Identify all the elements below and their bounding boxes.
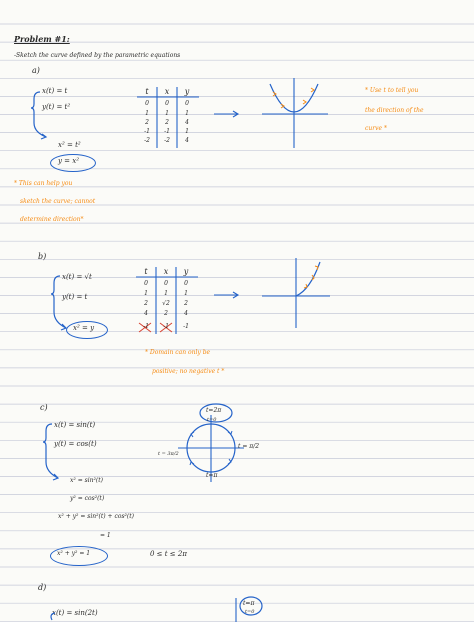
part-a-cell: 0: [185, 100, 189, 107]
part-a-cell: 2: [165, 119, 169, 126]
part-a-result: y = x²: [58, 157, 80, 165]
part-c-result: x² + y² = 1: [57, 550, 91, 557]
part-a-cell: 1: [165, 110, 169, 117]
part-b-label: b): [38, 252, 47, 261]
part-d-eq-x: x(t) = sin(2t): [52, 609, 98, 617]
part-c-label-top: t=2π: [206, 407, 222, 414]
problem-title: Problem #1:: [14, 34, 70, 44]
part-b-eq-x: x(t) = √t: [62, 273, 92, 281]
part-a-note-help-line1: * This can help you: [14, 180, 73, 187]
part-c-label-right: t = π/2: [238, 443, 260, 450]
part-b-note-line2: positive; no negative t *: [152, 368, 225, 375]
part-a-cell: 4: [185, 119, 189, 126]
part-a-cell: 1: [145, 110, 149, 117]
part-c-step3: x² + y² = sin²(t) + cos²(t): [58, 513, 135, 520]
part-b-cell: 0: [184, 280, 188, 287]
part-a-cell: 4: [185, 137, 189, 144]
part-c-label-left: t = 3π/2: [158, 451, 179, 457]
part-c-eq-y: y(t) = cos(t): [54, 440, 97, 448]
part-a-cell: 0: [145, 100, 149, 107]
part-a-eq-y: y(t) = t²: [42, 103, 71, 111]
part-b-note-line1: * Domain can only be: [145, 349, 211, 356]
part-a-th-y: y: [184, 87, 190, 96]
part-a-cell: -1: [164, 128, 170, 135]
part-a-cell: 2: [145, 119, 149, 126]
part-b-cell: 4: [144, 310, 148, 317]
part-a-th-t: t: [145, 87, 149, 96]
part-a-cell: -2: [164, 137, 170, 144]
part-a-note-help-line3: determine direction*: [20, 216, 84, 223]
part-b-eq-y: y(t) = t: [62, 293, 88, 301]
part-d-label: d): [38, 583, 47, 592]
part-a-note-use-line1: * Use t to tell you: [365, 87, 419, 94]
part-b-cell: √2: [162, 300, 170, 307]
part-c-eq-x: x(t) = sin(t): [54, 421, 96, 429]
part-a-note-use-line3: curve *: [365, 125, 387, 132]
part-c-label: c): [40, 403, 48, 412]
part-b-cell: 4: [184, 310, 188, 317]
problem-instruction: -Sketch the curve defined by the parametric equations: [14, 52, 181, 59]
part-b-th-y: y: [183, 267, 189, 276]
part-b-cell: 1: [164, 290, 168, 297]
part-c-label-top-inner: t=0: [207, 417, 217, 423]
part-c-domain: 0 ≤ t ≤ 2π: [150, 550, 187, 558]
part-a-cell: 1: [185, 128, 189, 135]
part-c-label-bottom: t=π: [206, 472, 218, 479]
part-a-cell: -1: [144, 128, 150, 135]
part-d-label-inner: t=0: [245, 609, 255, 615]
part-b-result: x² = y: [73, 324, 95, 332]
part-a-note-use-line2: the direction of the: [365, 107, 424, 114]
part-b-th-x: x: [163, 267, 169, 276]
part-a-cell: 1: [185, 110, 189, 117]
part-b-cell: 1: [144, 290, 148, 297]
part-a-th-x: x: [164, 87, 170, 96]
part-b-cell: -1: [143, 323, 149, 330]
part-b-cell: 0: [164, 280, 168, 287]
part-c-step1: x² = sin²(t): [70, 477, 103, 484]
part-a-step: x² = t²: [58, 141, 81, 149]
part-d-label-top: t=π: [243, 600, 255, 607]
part-b-cell: 2: [184, 300, 188, 307]
part-b-cell: -1: [183, 323, 189, 330]
part-a-cell: 0: [165, 100, 169, 107]
part-a-cell: -2: [144, 137, 150, 144]
part-c-step2: y² = cos²(t): [70, 495, 105, 502]
part-b-th-t: t: [144, 267, 148, 276]
part-a-note-help-line2: sketch the curve; cannot: [20, 198, 96, 205]
part-b-cell: 1: [184, 290, 188, 297]
part-b-cell: 2: [144, 300, 148, 307]
part-a-label: a): [32, 66, 40, 75]
part-b-cell: -1: [163, 323, 169, 330]
part-b-cell: 2: [164, 310, 168, 317]
part-c-step4: = 1: [100, 532, 111, 539]
part-a-eq-x: x(t) = t: [42, 87, 68, 95]
part-b-cell: 0: [144, 280, 148, 287]
